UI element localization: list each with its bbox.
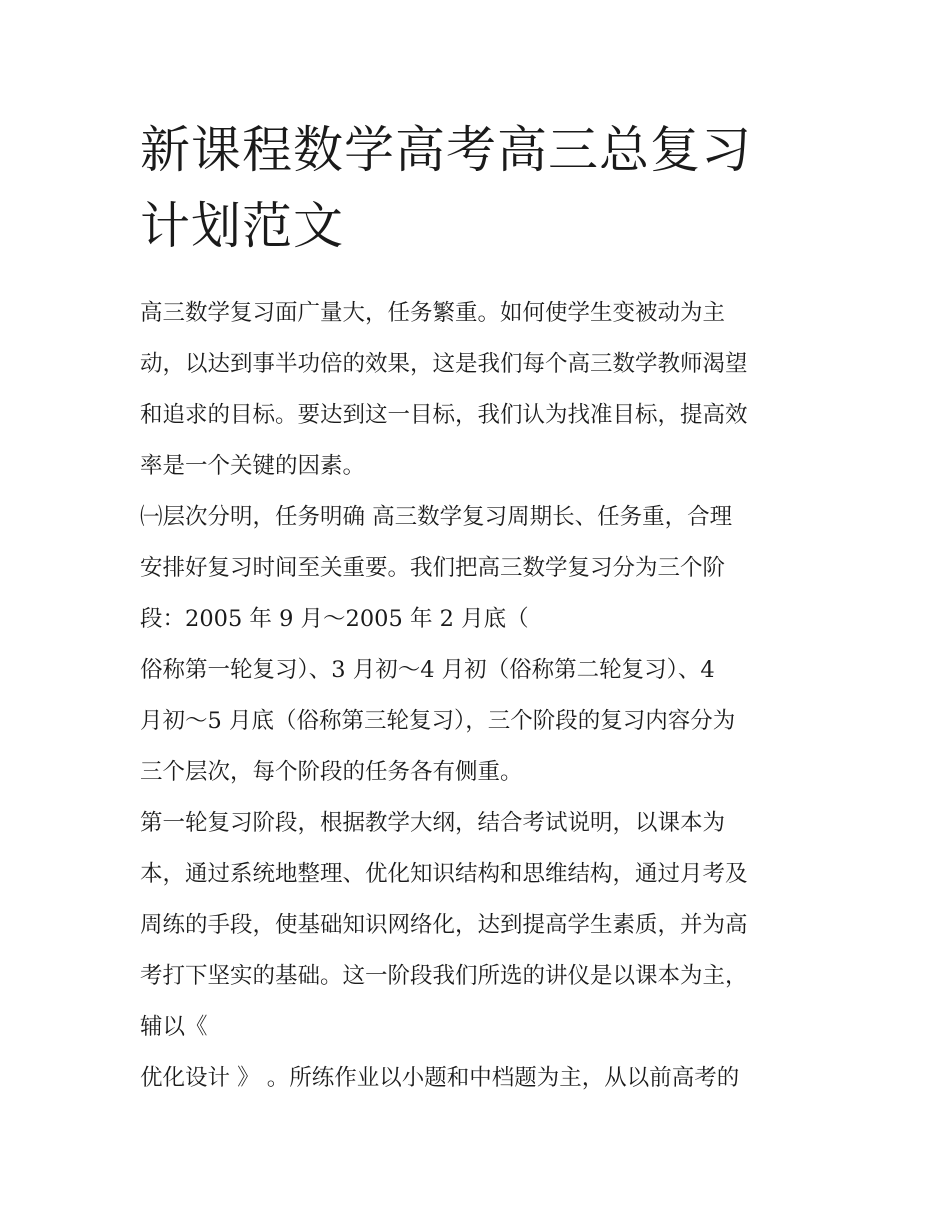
body-line: 优化设计 》 。所练作业以小题和中档题为主，从以前高考的 xyxy=(140,1065,740,1091)
body-line: 段：2005 年 9 月～2005 年 2 月底（ xyxy=(140,606,529,632)
body-line: 动，以达到事半功倍的效果，这是我们每个高三数学教师渴望 xyxy=(140,351,748,377)
body-line: 俗称第一轮复习）、3 月初～4 月初（俗称第二轮复习）、4 xyxy=(140,657,715,683)
body-line: 本，通过系统地整理、优化知识结构和思维结构，通过月考及 xyxy=(140,861,748,887)
body-line: 考打下坚实的基础。这一阶段我们所选的讲仪是以课本为主， xyxy=(140,963,748,989)
document-page xyxy=(140,112,820,1104)
body-line: 辅以《 xyxy=(140,1014,208,1040)
body-line: 三个层次，每个阶段的任务各有侧重。 xyxy=(140,759,523,785)
body-line: 和追求的目标。要达到这一目标，我们认为找准目标，提高效 xyxy=(140,402,748,428)
body-line: 月初～5 月底（俗称第三轮复习），三个阶段的复习内容分为 xyxy=(140,708,736,734)
document-title: 新课程数学高考高三总复习计划范文 xyxy=(140,121,752,255)
body-line: 率是一个关键的因素。 xyxy=(140,453,366,479)
body-line: ㈠层次分明，任务明确 高三数学复习周期长、任务重，合理 xyxy=(140,504,733,530)
body-line: 高三数学复习面广量大，任务繁重。如何使学生变被动为主 xyxy=(140,300,726,326)
document-body xyxy=(140,288,820,1104)
body-line: 周练的手段，使基础知识网络化，达到提高学生素质，并为高 xyxy=(140,912,748,938)
body-line: 第一轮复习阶段，根据教学大纲，结合考试说明，以课本为 xyxy=(140,810,726,836)
body-line: 安排好复习时间至关重要。我们把高三数学复习分为三个阶 xyxy=(140,555,726,581)
